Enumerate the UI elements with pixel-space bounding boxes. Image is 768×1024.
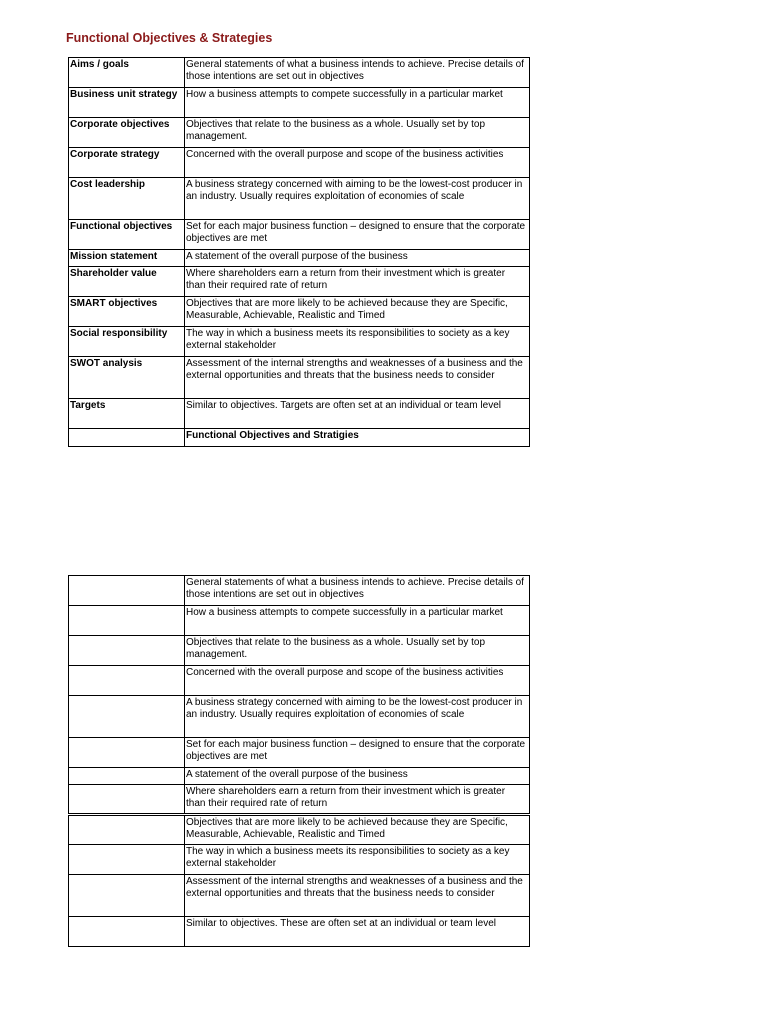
table-row — [69, 768, 530, 785]
table-footer-title: Functional Objectives and Stratigies — [185, 429, 530, 447]
blank-term-cell[interactable] — [69, 845, 185, 875]
table-row — [69, 845, 530, 875]
definition-cell: General statements of what a business intends to achieve. Precise details of those intentions are set out in objectives — [185, 576, 530, 606]
table-row — [69, 738, 530, 768]
definition-cell: Assessment of the internal strengths and weaknesses of a business and the external opportunities and threats that the business needs to consider — [185, 357, 530, 399]
definition-cell: Similar to objectives. These are often set at an individual or team level — [185, 917, 530, 947]
term-cell: Corporate strategy — [69, 148, 185, 178]
definition-cell: Concerned with the overall purpose and scope of the business activities — [185, 666, 530, 696]
table-row — [69, 696, 530, 738]
definition-cell: Objectives that are more likely to be achieved because they are Specific, Measurable, Achievable, Realistic and Timed — [185, 297, 530, 327]
term-cell: Aims / goals — [69, 58, 185, 88]
blank-term-cell[interactable] — [69, 875, 185, 917]
definition-cell: A business strategy concerned with aiming to be the lowest-cost producer in an industry. Usually requires exploitation of economies of scale — [185, 696, 530, 738]
table-row — [69, 606, 530, 636]
definition-cell: A statement of the overall purpose of the business — [185, 250, 530, 267]
table-row — [69, 220, 530, 250]
definition-cell: Objectives that relate to the business as a whole. Usually set by top management. — [185, 118, 530, 148]
table-row — [69, 327, 530, 357]
definition-cell: Similar to objectives. Targets are often set at an individual or team level — [185, 399, 530, 429]
term-cell: Functional objectives — [69, 220, 185, 250]
definition-cell: A statement of the overall purpose of the business — [185, 768, 530, 785]
definition-cell: The way in which a business meets its responsibilities to society as a key external stakeholder — [185, 845, 530, 875]
blank-terms-table — [68, 575, 530, 947]
blank-term-cell[interactable] — [69, 785, 185, 815]
term-cell: Corporate objectives — [69, 118, 185, 148]
table-row — [69, 357, 530, 399]
table-row — [69, 250, 530, 267]
blank-term-cell[interactable] — [69, 768, 185, 785]
definition-cell: Assessment of the internal strengths and weaknesses of a business and the external opportunities and threats that the business needs to consider — [185, 875, 530, 917]
table-row — [69, 148, 530, 178]
definition-cell: Where shareholders earn a return from their investment which is greater than their required rate of return — [185, 785, 530, 815]
term-cell: Targets — [69, 399, 185, 429]
definition-cell: Concerned with the overall purpose and scope of the business activities — [185, 148, 530, 178]
blank-term-cell[interactable] — [69, 696, 185, 738]
table-row — [69, 576, 530, 606]
table-row — [69, 88, 530, 118]
definition-cell: Set for each major business function – designed to ensure that the corporate objectives are met — [185, 220, 530, 250]
blank-term-cell[interactable] — [69, 815, 185, 845]
term-cell: Mission statement — [69, 250, 185, 267]
table-row — [69, 178, 530, 220]
blank-term-cell[interactable] — [69, 636, 185, 666]
table-row — [69, 58, 530, 88]
table-row — [69, 636, 530, 666]
term-cell: Business unit strategy — [69, 88, 185, 118]
blank-term-cell[interactable] — [69, 576, 185, 606]
table-row — [69, 785, 530, 815]
definition-cell: Set for each major business function – designed to ensure that the corporate objectives are met — [185, 738, 530, 768]
blank-term-cell[interactable] — [69, 917, 185, 947]
table-row — [69, 297, 530, 327]
term-cell: Cost leadership — [69, 178, 185, 220]
definition-cell: Objectives that are more likely to be achieved because they are Specific, Measurable, Achievable, Realistic and Timed — [185, 815, 530, 845]
definition-cell: The way in which a business meets its responsibilities to society as a key external stakeholder — [185, 327, 530, 357]
definition-cell: Objectives that relate to the business as a whole. Usually set by top management. — [185, 636, 530, 666]
term-cell: Shareholder value — [69, 267, 185, 297]
definition-cell: A business strategy concerned with aiming to be the lowest-cost producer in an industry. Usually requires exploitation of economies of scale — [185, 178, 530, 220]
blank-term-cell[interactable] — [69, 738, 185, 768]
page-title: Functional Objectives & Strategies — [66, 31, 273, 45]
table-row — [69, 815, 530, 845]
definition-cell: How a business attempts to compete successfully in a particular market — [185, 88, 530, 118]
term-cell: SMART objectives — [69, 297, 185, 327]
table-row — [69, 875, 530, 917]
term-cell: Social responsibility — [69, 327, 185, 357]
blank-term-cell[interactable] — [69, 666, 185, 696]
blank-term-cell[interactable] — [69, 606, 185, 636]
table-row — [69, 666, 530, 696]
table-row — [69, 267, 530, 297]
definition-cell: Where shareholders earn a return from their investment which is greater than their required rate of return — [185, 267, 530, 297]
glossary-table — [68, 57, 530, 447]
definition-cell: General statements of what a business intends to achieve. Precise details of those intentions are set out in objectives — [185, 58, 530, 88]
term-cell: SWOT analysis — [69, 357, 185, 399]
table-row — [69, 399, 530, 429]
table-row — [69, 118, 530, 148]
table-footer-row — [69, 429, 530, 447]
empty-cell — [69, 429, 185, 447]
definition-cell: How a business attempts to compete successfully in a particular market — [185, 606, 530, 636]
table-row — [69, 917, 530, 947]
